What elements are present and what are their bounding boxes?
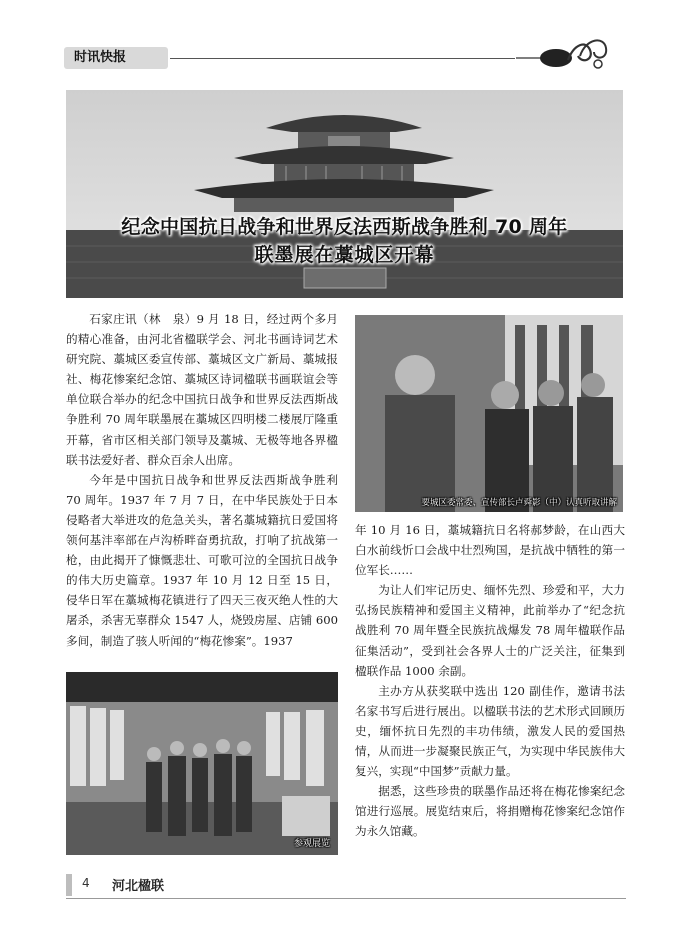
- article-paragraph: 为让人们牢记历史、缅怀先烈、珍爱和平，大力弘扬民族精神和爱国主义精神，此前举办了“纪念抗战胜利 70 周年暨全民族抗战爆发 78 周年楹联作品征集活动”，受到社会各界人士的广泛关注，征集到楹联作品 1000 余副。: [355, 583, 625, 678]
- photo-caption: 要城区委常委、宣传部长卢舜影（中）认真听取讲解: [421, 498, 617, 508]
- article-paragraph: 今年是中国抗日战争和世界反法西斯战争胜利 70 周年。1937 年 7 月 7 日，在中华民族处于日本侵略者大举进攻的危急关头，著名藁城籍抗日爱国将领何基沣率部在卢沟桥畔奋勇抗敌，打响了抗战第一枪，由此揭开了慷慨悲壮、可歌可泣的全国抗日战争的伟大历史篇章。1937 年 10 月 12 日至 15 日，侵华日军在藁城梅花镇进行了四天三夜灭绝人性的大屠杀，杀害无辜群众 1547 人，烧毁房屋、店铺 600 多间，制造了骇人听闻的“梅花惨案”。1937: [66, 472, 338, 648]
- article-left-column: [66, 309, 338, 651]
- article-paragraph: 年 10 月 16 日，藁城籍抗日名将郝梦龄，在山西大白水前线忻口会战中壮烈殉国，是抗战中牺牲的第一位军长……: [355, 523, 625, 578]
- section-tag: 时讯快报: [64, 47, 168, 69]
- headline-line-2: 联墨展在藁城区开幕: [254, 244, 435, 266]
- article-right-column: [355, 520, 625, 842]
- photo-caption: 参观展览: [293, 839, 330, 849]
- publication-name: 河北楹联: [112, 879, 165, 894]
- header-divider: [170, 58, 515, 59]
- footer-divider: [66, 898, 626, 899]
- article-paragraph: 石家庄讯（林 泉）9 月 18 日，经过两个多月的精心准备，由河北省楹联学会、河北书画诗词艺术研究院、藁城区委宣传部、藁城区文广新局、藁城报社、梅花惨案纪念馆、藁城区诗词楹联书画联谊会等单位联合举办的纪念中国抗日战争和世界反法西斯战争胜利 70 周年联墨展在藁城区四明楼二楼展厅隆重开幕，省市区相关部门领导及藁城、无极等地各界楹联书法爱好者、群众百余人出席。: [66, 312, 338, 467]
- headline-line-1: 纪念中国抗日战争和世界反法西斯战争胜利 70 周年: [121, 216, 568, 238]
- ornament-icon: [512, 30, 612, 78]
- hero-photo: [66, 90, 623, 298]
- footer-marker: [66, 874, 72, 896]
- photo-officials: [355, 315, 623, 512]
- article-paragraph: 主办方从获奖联中选出 120 副佳作，邀请书法名家书写后进行展出。以楹联书法的艺术形式回顾历史，缅怀抗日先烈的丰功伟绩，激发人民的爱国热情，从而进一步凝聚民族正气，为实现中华民族伟大复兴，实现“中国梦”贡献力量。: [355, 683, 625, 779]
- page-number: 4: [82, 876, 90, 890]
- article-paragraph: 据悉，这些珍贵的联墨作品还将在梅花惨案纪念馆进行巡展。展览结束后，将捐赠梅花惨案纪念馆作为永久馆藏。: [355, 784, 625, 839]
- photo-exhibition-hall: [66, 672, 338, 855]
